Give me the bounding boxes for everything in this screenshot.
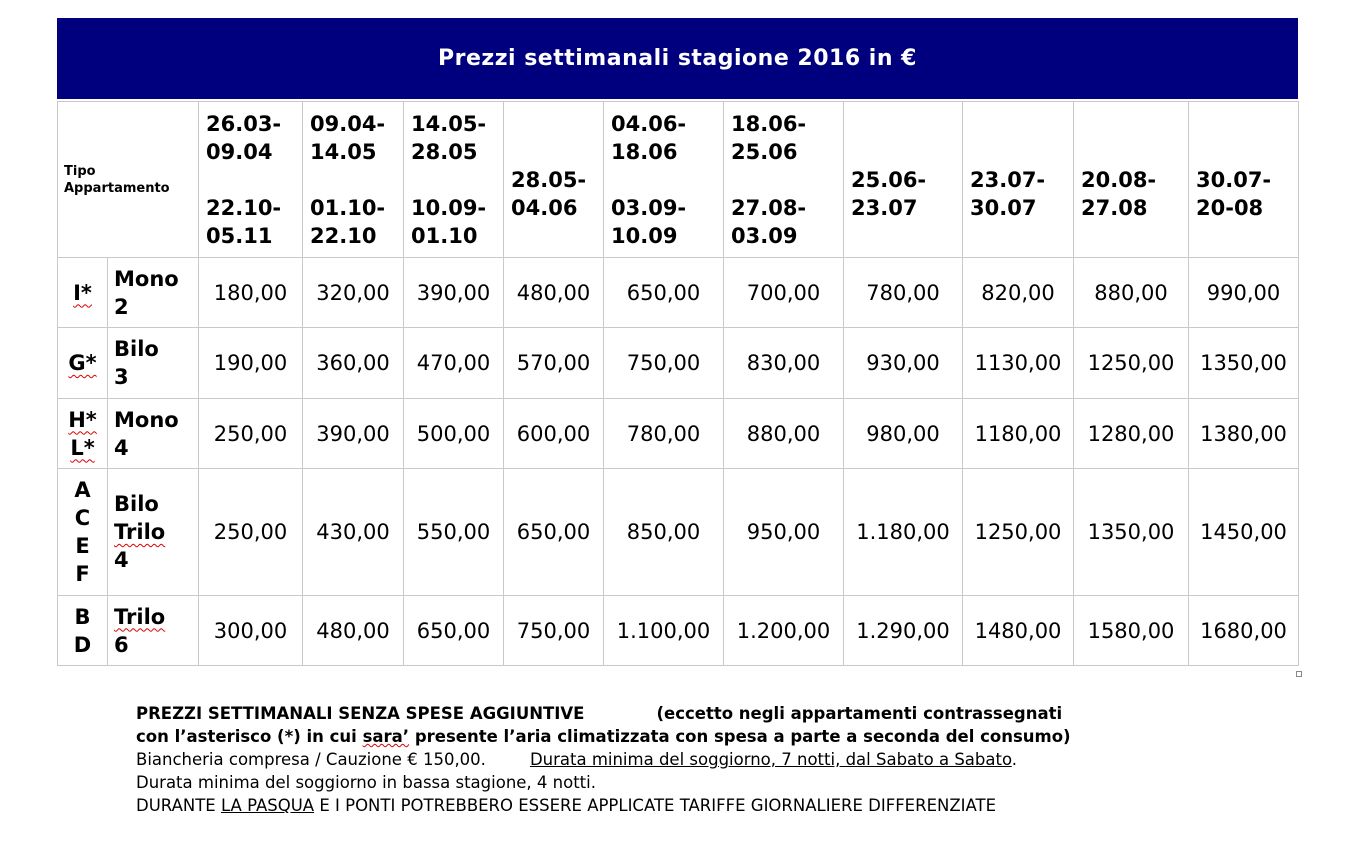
apartment-type: 4 <box>114 435 129 460</box>
date-header-cell <box>604 102 724 258</box>
date-range-line: 28.05 <box>411 140 478 164</box>
date-range-line: 03.09 <box>731 224 798 248</box>
date-range-line: 30.07- <box>1196 168 1272 192</box>
apartment-type: 3 <box>114 365 129 389</box>
apartment-code: A <box>74 478 91 502</box>
date-range-line: 03.09- <box>611 196 687 220</box>
notes-linen-deposit: Biancheria compresa / Cauzione € 150,00. <box>136 750 486 769</box>
apartment-type: Mono <box>114 407 179 432</box>
date-header-cell <box>724 102 844 258</box>
apartment-code-cell <box>58 399 108 469</box>
date-range-line: 22.10 <box>310 224 377 248</box>
apartment-type: Mono <box>114 266 179 291</box>
price-cell: 1.100,00 <box>604 596 724 666</box>
price-cell: 1450,00 <box>1189 469 1299 596</box>
apartment-code: L* <box>70 435 95 460</box>
price-cell: 780,00 <box>844 258 963 328</box>
price-cell: 470,00 <box>404 328 504 399</box>
date-range-line: 18.06- <box>731 112 807 136</box>
notes-line-5 <box>136 794 1071 817</box>
apartment-code-cell <box>58 469 108 596</box>
table-resize-handle <box>1296 671 1302 677</box>
date-range-line: 14.05- <box>411 112 487 136</box>
date-header-cell <box>844 102 963 258</box>
apartment-code-cell <box>58 328 108 399</box>
table-row <box>58 469 1299 596</box>
date-range-line: 25.06- <box>851 168 927 192</box>
notes-heading: PREZZI SETTIMANALI SENZA SPESE AGGIUNTIVE <box>136 704 585 723</box>
date-range-line: 23.07- <box>970 168 1046 192</box>
date-header-cell <box>1189 102 1299 258</box>
notes-line-2 <box>136 725 1071 748</box>
price-cell: 1480,00 <box>963 596 1074 666</box>
apartment-code-cell <box>58 596 108 666</box>
apartment-code: H* <box>68 407 97 432</box>
apartment-type-cell <box>108 399 199 469</box>
price-cell: 1250,00 <box>963 469 1074 596</box>
price-cell: 880,00 <box>1074 258 1189 328</box>
apartment-type-cell <box>108 258 199 328</box>
price-cell: 1350,00 <box>1189 328 1299 399</box>
apartment-code: I* <box>73 280 92 305</box>
price-cell: 780,00 <box>604 399 724 469</box>
table-header-row <box>58 102 1299 258</box>
date-range-line: 05.11 <box>206 224 273 248</box>
table-row <box>58 328 1299 399</box>
apartment-type: Bilo <box>114 337 159 361</box>
date-range-line: 09.04 <box>206 140 273 164</box>
price-cell: 1.200,00 <box>724 596 844 666</box>
price-cell: 190,00 <box>199 328 303 399</box>
date-range-line: 04.06 <box>511 196 578 220</box>
notes-line-5a: DURANTE <box>136 796 221 815</box>
date-range-line: 25.06 <box>731 140 798 164</box>
type-label-line2: Appartamento <box>64 180 170 196</box>
table-row <box>58 596 1299 666</box>
apartment-code: F <box>75 562 90 586</box>
price-cell: 650,00 <box>604 258 724 328</box>
price-cell: 1180,00 <box>963 399 1074 469</box>
price-cell: 1250,00 <box>1074 328 1189 399</box>
date-range-line: 20-08 <box>1196 196 1264 220</box>
notes-line-4: Durata minima del soggiorno in bassa stagione, 4 notti. <box>136 773 596 792</box>
notes-line-3 <box>136 748 1071 771</box>
price-cell: 750,00 <box>504 596 604 666</box>
notes-block <box>136 702 1071 817</box>
price-cell: 1280,00 <box>1074 399 1189 469</box>
date-range-line: 27.08 <box>1081 196 1148 220</box>
price-cell: 650,00 <box>404 596 504 666</box>
price-cell: 300,00 <box>199 596 303 666</box>
notes-line-5b: E I PONTI POTREBBERO ESSERE APPLICATE TARIFFE GIORNALIERE DIFFERENZIATE <box>314 796 997 815</box>
type-label-line1: Tipo <box>64 163 96 179</box>
apartment-type: Bilo <box>114 492 159 516</box>
apartment-code: E <box>75 534 90 558</box>
date-range-line: 10.09 <box>611 224 678 248</box>
apartment-type-cell <box>108 328 199 399</box>
apartment-type: 4 <box>114 548 129 572</box>
price-cell: 1.180,00 <box>844 469 963 596</box>
price-cell: 990,00 <box>1189 258 1299 328</box>
table-row <box>58 258 1299 328</box>
price-cell: 700,00 <box>724 258 844 328</box>
notes-line-2a: con l’asterisco (*) in cui <box>136 727 363 746</box>
price-cell: 850,00 <box>604 469 724 596</box>
date-range-line: 22.10- <box>206 196 282 220</box>
price-cell: 1350,00 <box>1074 469 1189 596</box>
apartment-code: D <box>73 632 92 657</box>
price-cell: 650,00 <box>504 469 604 596</box>
date-range-line: 30.07 <box>970 196 1037 220</box>
notes-line-1 <box>136 702 1071 725</box>
price-cell: 1680,00 <box>1189 596 1299 666</box>
apartment-type-cell <box>108 469 199 596</box>
price-cell: 250,00 <box>199 469 303 596</box>
apartment-type: 2 <box>114 294 129 319</box>
notes-exception: (eccetto negli appartamenti contrassegnati <box>656 704 1063 723</box>
price-cell: 390,00 <box>303 399 404 469</box>
price-cell: 750,00 <box>604 328 724 399</box>
price-cell: 390,00 <box>404 258 504 328</box>
date-header-cell <box>963 102 1074 258</box>
price-cell: 480,00 <box>303 596 404 666</box>
apartment-type: Trilo <box>114 520 166 544</box>
notes-min-stay: Durata minima del soggiorno, 7 notti, dal Sabato a Sabato <box>529 750 1012 769</box>
price-cell: 500,00 <box>404 399 504 469</box>
price-cell: 930,00 <box>844 328 963 399</box>
price-cell: 360,00 <box>303 328 404 399</box>
price-cell: 1380,00 <box>1189 399 1299 469</box>
notes-line-2-sara: sara’ <box>362 727 410 746</box>
apartment-type: 6 <box>114 632 129 657</box>
apartment-type-cell <box>108 596 199 666</box>
price-cell: 820,00 <box>963 258 1074 328</box>
price-cell: 320,00 <box>303 258 404 328</box>
date-header-cell <box>504 102 604 258</box>
date-range-line: 20.08- <box>1081 168 1157 192</box>
price-cell: 480,00 <box>504 258 604 328</box>
table-row <box>58 399 1299 469</box>
date-range-line: 23.07 <box>851 196 918 220</box>
price-table <box>57 101 1299 666</box>
apartment-type: Trilo <box>114 604 166 629</box>
date-range-line: 09.04- <box>310 112 386 136</box>
date-header-cell <box>404 102 504 258</box>
type-header-cell <box>58 102 199 258</box>
date-range-line: 01.10 <box>411 224 478 248</box>
date-header-cell <box>303 102 404 258</box>
price-cell: 1.290,00 <box>844 596 963 666</box>
price-cell: 950,00 <box>724 469 844 596</box>
price-cell: 1130,00 <box>963 328 1074 399</box>
date-range-line: 14.05 <box>310 140 377 164</box>
notes-easter: LA PASQUA <box>220 796 315 815</box>
date-header-cell <box>199 102 303 258</box>
date-range-line: 26.03- <box>206 112 282 136</box>
date-header-cell <box>1074 102 1189 258</box>
apartment-code: C <box>74 506 91 530</box>
date-range-line: 27.08- <box>731 196 807 220</box>
price-cell: 570,00 <box>504 328 604 399</box>
date-range-line: 10.09- <box>411 196 487 220</box>
price-cell: 250,00 <box>199 399 303 469</box>
price-cell: 1580,00 <box>1074 596 1189 666</box>
date-range-line: 01.10- <box>310 196 386 220</box>
price-cell: 980,00 <box>844 399 963 469</box>
notes-line-3-end: . <box>1011 750 1018 769</box>
notes-line-2b: presente l’aria climatizzata con spesa a parte a seconda del consumo) <box>409 727 1071 746</box>
date-range-line: 04.06- <box>611 112 687 136</box>
date-range-line: 18.06 <box>611 140 678 164</box>
price-cell: 830,00 <box>724 328 844 399</box>
price-cell: 180,00 <box>199 258 303 328</box>
page-title: Prezzi settimanali stagione 2016 in € <box>57 18 1298 99</box>
price-cell: 600,00 <box>504 399 604 469</box>
apartment-code: G* <box>68 351 97 375</box>
apartment-code: B <box>74 604 91 629</box>
price-cell: 430,00 <box>303 469 404 596</box>
price-cell: 880,00 <box>724 399 844 469</box>
price-cell: 550,00 <box>404 469 504 596</box>
apartment-code-cell <box>58 258 108 328</box>
date-range-line: 28.05- <box>511 168 587 192</box>
